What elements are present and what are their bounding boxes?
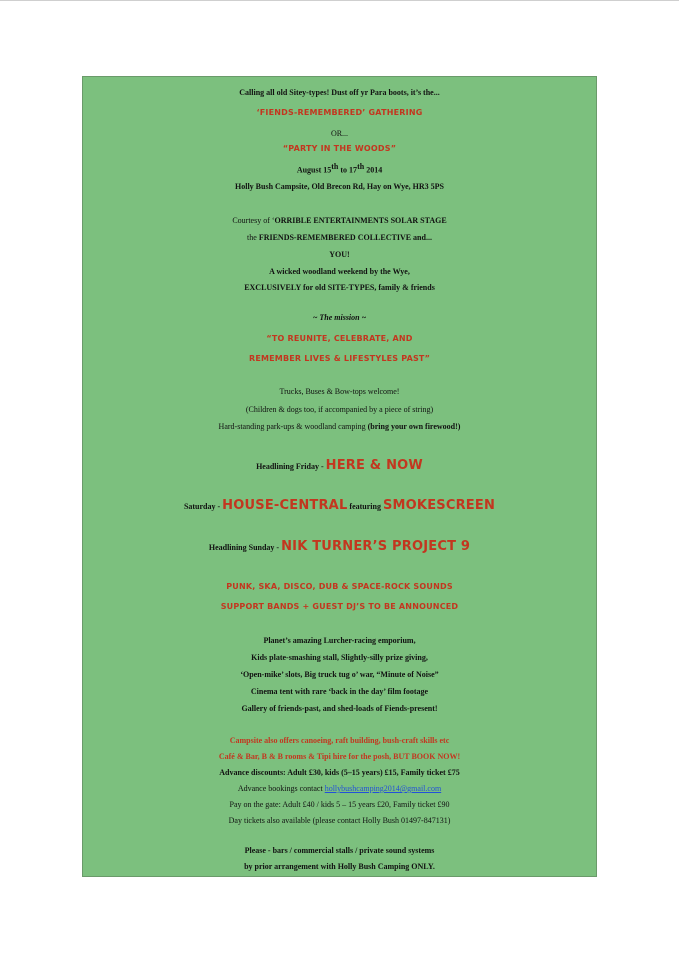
event-flyer xyxy=(82,76,597,877)
booking-contact xyxy=(83,784,596,793)
attraction-item: Cinema tent with rare ‘back in the day’ film footage xyxy=(250,687,429,696)
saturday-band: HOUSE-CENTRAL xyxy=(222,498,348,513)
mission-title: ~ The mission ~ xyxy=(312,313,367,322)
event-dates xyxy=(83,162,596,175)
calling-line xyxy=(83,88,596,97)
attraction-item: Gallery of friends-past, and shed-loads of Fiends-present! xyxy=(241,704,438,713)
advance-price-values: Adult £30, kids (5–15 years) £15, Family ticket £75 xyxy=(285,768,460,777)
saturday-label: Saturday - xyxy=(183,502,223,511)
support-line: SUPPORT BANDS + GUEST DJ’S TO BE ANNOUNCED xyxy=(220,602,459,611)
gathering-title: ‘FIENDS-REMEMBERED’ GATHERING xyxy=(256,108,423,117)
you-line: YOU! xyxy=(329,250,350,259)
collective-name: FRIENDS-REMEMBERED COLLECTIVE and... xyxy=(258,233,432,242)
top-divider xyxy=(0,0,679,1)
firewood-note: (bring your own firewood!) xyxy=(367,422,461,431)
date-suffix-1: th xyxy=(331,162,339,171)
friday-band: HERE & NOW xyxy=(325,458,423,473)
notice-line-1: Please - bars / commercial stalls / private sound systems xyxy=(244,846,435,855)
attraction-item: Kids plate-smashing stall, Slightly-silly prize giving, xyxy=(251,653,428,662)
sunday-headliner xyxy=(83,539,596,554)
party-title: “PARTY IN THE WOODS” xyxy=(282,144,397,153)
weekend-line: A wicked woodland weekend by the Wye, xyxy=(269,267,410,276)
courtesy-line xyxy=(83,216,596,225)
mission-line-2: REMEMBER LIVES & LIFESTYLES PAST” xyxy=(248,354,431,363)
courtesy-prefix: Courtesy of ‘ xyxy=(232,216,275,225)
attraction-item: ‘Open-mike’ slots, Big truck tug o’ war, “Minute of Noise” xyxy=(240,670,439,679)
date-end: to 17 xyxy=(338,165,358,175)
day-tickets: Day tickets also available (please contact Holly Bush 01497-847131) xyxy=(228,816,451,825)
campsite-line-2: Café & Bar, B & B rooms & Tipi hire for the posh, BUT BOOK NOW! xyxy=(218,752,461,761)
or-line: OR... xyxy=(330,129,349,138)
date-start: August 15 xyxy=(296,165,332,175)
advance-prices xyxy=(83,768,596,777)
saturday-lineup xyxy=(83,498,596,513)
exclusive-line: EXCLUSIVELY for old SITE-TYPES, family & friends xyxy=(244,283,435,292)
sunday-band: NIK TURNER’S PROJECT 9 xyxy=(281,539,471,554)
venue-line: Holly Bush Campsite, Old Brecon Rd, Hay on Wye, HR3 5PS xyxy=(235,182,444,191)
sunday-label: Headlining Sunday - xyxy=(208,543,282,552)
featuring-text: featuring xyxy=(347,502,383,511)
advance-label: Advance discounts: xyxy=(219,768,286,777)
solar-stage-name: ORRIBLE ENTERTAINMENTS SOLAR STAGE xyxy=(274,216,447,225)
calling-text: Calling all old Sitey-types! Dust off yr Para boots, it’s the... xyxy=(239,88,440,97)
date-suffix-2: th xyxy=(357,162,365,171)
friday-label: Headlining Friday - xyxy=(256,462,326,471)
welcome-line-1: Trucks, Buses & Bow-tops welcome! xyxy=(279,387,400,396)
welcome-line-3 xyxy=(83,422,596,431)
campsite-line-1: Campsite also offers canoeing, raft building, bush-craft skills etc xyxy=(229,736,450,745)
gate-prices: Pay on the gate: Adult £40 / kids 5 – 15 years £20, Family ticket £90 xyxy=(229,800,450,809)
collective-line xyxy=(83,233,596,242)
welcome-line-2: (Children & dogs too, if accompanied by a piece of string) xyxy=(245,405,434,414)
sounds-line: PUNK, SKA, DISCO, DUB & SPACE-ROCK SOUNDS xyxy=(226,582,453,591)
email-link[interactable]: hollybushcamping2014@gmail.com xyxy=(324,784,442,793)
collective-the: the xyxy=(247,233,259,242)
attraction-item: Planet’s amazing Lurcher-racing emporium, xyxy=(263,636,416,645)
friday-headliner xyxy=(83,458,596,473)
date-year: 2014 xyxy=(364,165,383,175)
contact-prefix: Advance bookings contact xyxy=(237,784,325,793)
saturday-band-2: SMOKESCREEN xyxy=(382,498,496,513)
mission-line-1: “TO REUNITE, CELEBRATE, AND xyxy=(266,334,413,343)
notice-line-2: by prior arrangement with Holly Bush Camping ONLY. xyxy=(244,862,435,871)
camping-text: Hard-standing park-ups & woodland camping xyxy=(218,422,368,431)
